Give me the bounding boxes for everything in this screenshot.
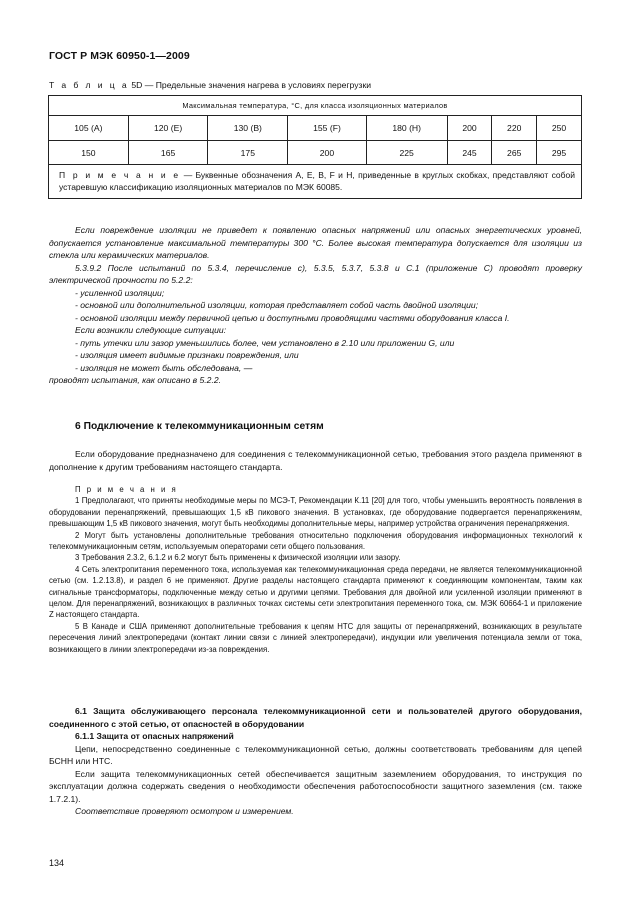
table-cell: 265 (492, 141, 537, 165)
table-cell: 250 (537, 116, 582, 141)
table-note-label: П р и м е ч а н и е (59, 170, 181, 180)
paragraph: 5.3.9.2 После испытаний по 5.3.4, перечисление с), 5.3.5, 5.3.7, 5.3.8 и С.1 (приложение С) проводят проверку электрической прочности по 5.2.2: (49, 262, 582, 285)
table-note (49, 165, 582, 199)
table-cell: 225 (366, 141, 447, 165)
section-6-notes (49, 484, 582, 655)
subsection-title: 6.1 Защита обслуживающего персонала телекоммуникационной сети и пользователей другого оборудования, соединенного с этой сетью, от опасностей в оборудовании (49, 706, 582, 729)
subsection-title: 6.1.1 Защита от опасных напряжений (75, 731, 234, 741)
table-cell: 245 (447, 141, 492, 165)
table-cell: 180 (Н) (366, 116, 447, 141)
list-item: - усиленной изоляции; (75, 287, 165, 298)
standard-header: ГОСТ Р МЭК 60950-1—2009 (49, 50, 190, 62)
temperature-table (48, 95, 582, 199)
paragraph: Если повреждение изоляции не приведет к появлению опасных напряжений или опасных энергетических уровней, допускается установление максимальной температуры 300 °С. Более высокая температура допускается для изоляции из стекла или керамических материалов. (49, 225, 582, 260)
paragraph: Если возникли следующие ситуации: (75, 325, 227, 335)
table-cell: 130 (В) (208, 116, 288, 141)
note-item: 2 Могут быть установлены дополнительные требования относительно подключения оборудования информационных технологий к телекоммуникационным сетям, используемым операторами сети общего пользования. (49, 530, 582, 552)
table-cell: 120 (Е) (128, 116, 208, 141)
table-head: Максимальная температура, °С, для класса изоляционных материалов (49, 96, 582, 116)
table-caption (49, 80, 371, 90)
table-cell: 200 (288, 141, 367, 165)
page-number: 134 (49, 858, 65, 868)
note-item: 1 Предполагают, что приняты необходимые меры по МСЭ-Т, Рекомендации К.11 [20] для того, чтобы уменьшить вероятность появления в оборудовании перенапряжений, превышающих 1,5 кВ пикового значения. В установках, где оборудование подвергается перенапряжениям, превышающим 1,5 кВ пикового значения, могут быть необходимы дополнительные меры, например устройства ограничения перенапряжения. (49, 496, 582, 529)
section-6-title: 6 Подключение к телекоммуникационным сетям (75, 421, 324, 432)
table-cell: 105 (А) (49, 116, 129, 141)
table-caption-text: 5D — Предельные значения нагрева в условиях перегрузки (131, 80, 372, 90)
notes-label: П р и м е ч а н и я (75, 485, 178, 494)
table-cell: 155 (F) (288, 116, 367, 141)
section-6-1 (49, 705, 582, 818)
list-item: - основной или дополнительной изоляции, которая представляет собой часть двойной изоляции; (75, 300, 479, 310)
table-cell: 200 (447, 116, 492, 141)
table-cell: 220 (492, 116, 537, 141)
paragraph: Соответствие проверяют осмотром и измерением. (75, 806, 294, 816)
table-caption-label: Т а б л и ц а (49, 80, 129, 90)
table-cell: 175 (208, 141, 288, 165)
paragraph: Если оборудование предназначено для соединения с телекоммуникационной сетью, требования этого раздела применяют в дополнение к другим требованиям настоящего стандарта. (49, 449, 582, 472)
paragraph: проводят испытания, как описано в 5.2.2. (49, 375, 222, 385)
list-item: - основной изоляции между первичной цепью и доступными проводящими частями оборудования класса I. (75, 312, 510, 323)
table-row-classes (49, 116, 582, 141)
paragraph: Если защита телекоммуникационных сетей обеспечивается защитным заземлением оборудования, то инструкция по эксплуатации должна содержать сведения о необходимости обеспечения работоспособности защитного заземления (см. также 1.7.2.1). (49, 768, 582, 804)
note-item: 4 Сеть электропитания переменного тока, используемая как телекоммуникационная среда передачи, не является телекоммуникационной сетью (см. 1.2.13.8), и раздел 6 не применяют. Другие разделы настоящего стандарта применяют к соединяющим компонентам, таким как сигнальные трансформаторы, подключенные между сетью и другими цепями. Требования для двойной или усиленной изоляции применяют в целом. Для перенапряжений, возникающих в различных точках системы сети электропитания переменного тока, см. МЭК 60664-1 и приложение Z настоящего стандарта. (49, 564, 582, 620)
table-row-temps (49, 141, 582, 165)
note-item: 5 В Канаде и США применяют дополнительные требования к цепям НТС для защиты от перенапряжений, возникающих в результате пересечения линий электропередачи (контакт линии связи с линией электропередачи), индукции или увеличения потенциала земли от тока, возникающего в линии электропередачи из-за повреждения. (49, 621, 582, 654)
paragraph: Цепи, непосредственно соединенные с телекоммуникационной сетью, должны соответствовать требованиям для цепей БСНН или НТС. (49, 743, 582, 766)
list-item: - изоляция не может быть обследована, — (75, 362, 253, 373)
list-item: - путь утечки или зазор уменьшились более, чем установлено в 2.10 или приложении G, или (75, 337, 455, 348)
table-cell: 150 (49, 141, 129, 165)
section-6-intro (49, 448, 582, 473)
table-cell: 165 (128, 141, 208, 165)
table-note-text: — Буквенные обозначения А, Е, В, F и Н, приведенные в круглых скобках, представляют собой устаревшую классификацию изоляционных материалов по МЭК 60085. (59, 170, 575, 192)
clause-5-3-9 (49, 224, 582, 387)
note-item: 3 Требования 2.3.2, 6.1.2 и 6.2 могут быть применены к физической изоляции или зазору. (75, 553, 401, 563)
table-cell: 295 (537, 141, 582, 165)
list-item: - изоляция имеет видимые признаки повреждения, или (75, 350, 299, 360)
